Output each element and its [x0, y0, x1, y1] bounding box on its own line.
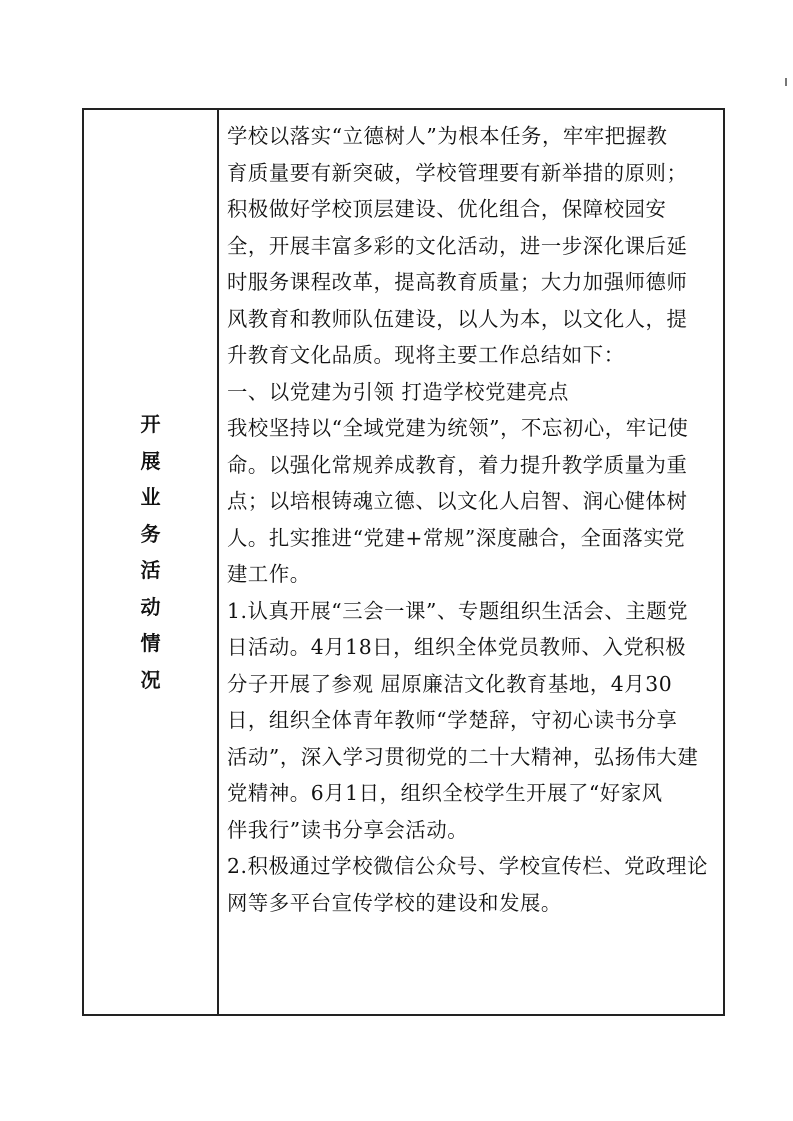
activity-table — [82, 108, 725, 1016]
scan-mark — [785, 78, 787, 86]
text-line: 育质量要有新突破，学校管理要有新举措的原则； — [227, 160, 688, 185]
text-line: 2.积极通过学校微信公众号、学校宣传栏、党政理论 — [227, 854, 709, 878]
row-label-char: 展 — [140, 448, 161, 473]
row-label-char: 况 — [140, 667, 161, 692]
text-line: 学校以落实“立德树人”为根本任务，牢牢把握教 — [227, 124, 668, 148]
text-line: 全，开展丰富多彩的文化活动，进一步深化课后延 — [227, 233, 688, 258]
text-line: 命。以强化常规养成教育，着力提升教学质量为重 — [227, 452, 688, 477]
row-label-cell — [84, 110, 219, 1014]
text-line: 伴我行”读书分享会活动。 — [227, 817, 469, 842]
text-line: 1.认真开展“三会一课”、专题组织生活会、主题党 — [227, 598, 689, 623]
text-line: 点；以培根铸魂立德、以文化人启智、润心健体树 — [227, 489, 688, 513]
text-line: 风教育和教师队伍建设，以人为本，以文化人，提 — [227, 306, 688, 331]
text-line: 日活动。4月18日，组织全体党员教师、入党积极 — [227, 635, 687, 659]
row-label-char: 情 — [140, 631, 161, 655]
text-line: 我校坚持以“全域党建为统领”，不忘初心，牢记使 — [227, 416, 689, 440]
row-label-char: 动 — [140, 594, 161, 619]
text-line: 网等多平台宣传学校的建设和发展。 — [227, 890, 562, 915]
text-line: 日，组织全体青年教师“学楚辞，守初心读书分享 — [227, 708, 678, 732]
row-label-char: 活 — [140, 558, 161, 582]
row-label-char: 务 — [140, 521, 161, 546]
text-line: 分子开展了参观 屈原廉洁文化教育基地，4月30 — [227, 671, 673, 696]
row-label — [84, 406, 217, 698]
section-heading: 一、以党建为引领 打造学校党建亮点 — [227, 379, 569, 404]
content-cell — [221, 110, 723, 1014]
row-label-char: 业 — [140, 485, 161, 509]
text-line: 活动”，深入学习贯彻党的二十大精神，弘扬伟大建 — [227, 744, 699, 769]
text-line: 建工作。 — [227, 562, 311, 586]
text-line: 人。扎实推进“党建+常规”深度融合，全面落实党 — [227, 525, 686, 550]
text-line: 党精神。6月1日，组织全校学生开展了“好家风 — [227, 781, 663, 805]
text-line: 升教育文化品质。现将主要工作总结如下： — [227, 343, 625, 367]
row-label-char: 开 — [140, 412, 161, 436]
text-line: 时服务课程改革，提高教育质量；大力加强师德师 — [227, 270, 688, 294]
text-line: 积极做好学校顶层建设、优化组合，保障校园安 — [227, 197, 667, 221]
